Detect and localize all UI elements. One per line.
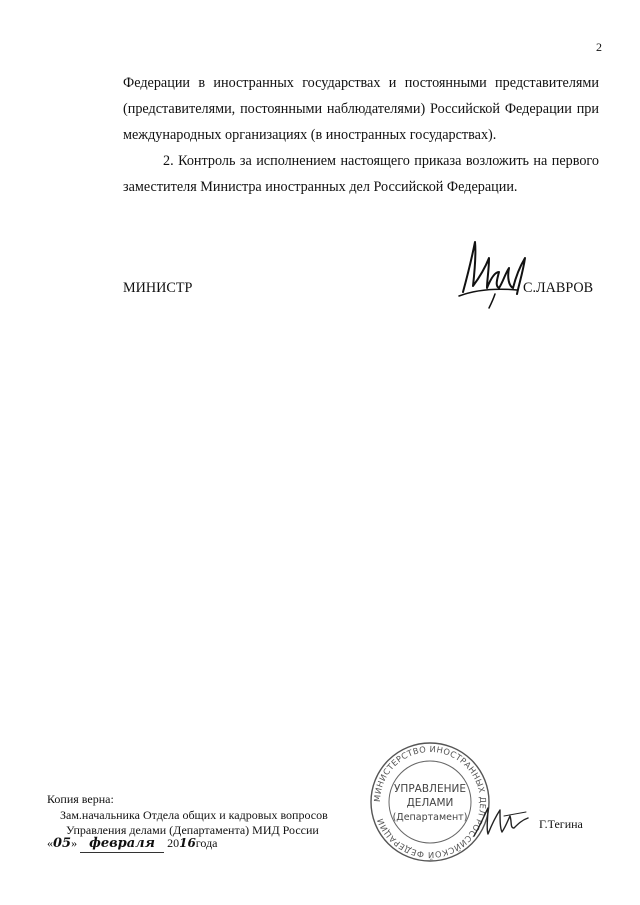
- date-day: 05: [53, 836, 72, 851]
- certifier-position-line-2: Управления делами (Департамента) МИД России: [66, 823, 319, 837]
- body-paragraph-1: Федерации в иностранных государствах и постоянными представителями (представителями, постоянными наблюдателями) Российской Федерации при международных организациях (в иностранных государствах).: [123, 75, 599, 143]
- date-open-quote: «: [47, 836, 53, 850]
- certifier-position-line-1: Зам.начальника Отдела общих и кадровых вопросов: [60, 808, 328, 822]
- stamp-line-1: УПРАВЛЕНИЕ: [394, 783, 466, 795]
- date-suffix: года: [195, 836, 218, 850]
- stamp-line-2: ДЕЛАМИ: [406, 797, 454, 809]
- date-year-prefix: 20: [167, 836, 180, 850]
- document-body: [123, 70, 599, 200]
- copy-signature-icon: [470, 800, 530, 840]
- certification-date: [47, 835, 218, 853]
- minister-signature-icon: [455, 238, 535, 310]
- minister-name: С.ЛАВРОВ: [523, 280, 594, 296]
- date-close-quote: »: [71, 836, 78, 850]
- stamp-line-3: (Департамент): [392, 812, 468, 823]
- page-number: 2: [596, 40, 602, 54]
- date-year-suffix: 16: [179, 836, 196, 850]
- body-paragraph-2: 2. Контроль за исполнением настоящего приказа возложить на первого заместителя Министра иностранных дел Российской Федерации.: [123, 153, 599, 195]
- copy-verified-label: Копия верна:: [47, 792, 114, 806]
- stamp-circular-text: МИНИСТЕРСТВО ИНОСТРАННЫХ ДЕЛ РОССИЙСКОЙ ФЕДЕРАЦИИ: [371, 743, 489, 861]
- certifier-name: Г.Тегина: [539, 817, 583, 831]
- minister-title: МИНИСТР: [123, 280, 193, 296]
- date-month: февраля: [80, 836, 164, 853]
